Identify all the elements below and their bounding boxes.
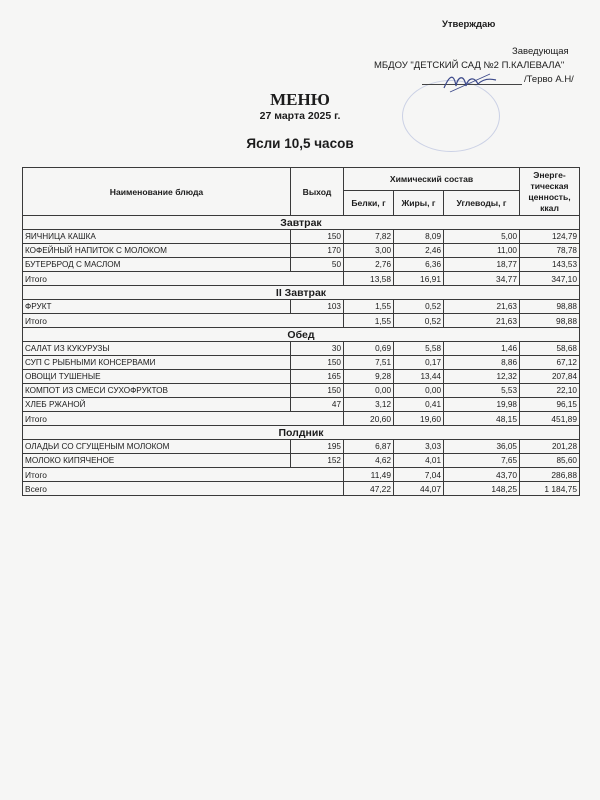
dish-proteins: 0,00 [344,384,394,398]
dish-carbs: 5,53 [444,384,520,398]
dish-energy: 143,53 [520,258,580,272]
dish-proteins: 1,55 [344,300,394,314]
dish-output: 47 [291,398,344,412]
section-header-row [23,328,580,342]
table-row [23,244,580,258]
dish-name: МОЛОКО КИПЯЧЕНОЕ [23,454,291,468]
total-energy: 347,10 [520,272,580,286]
grand-total-fats: 44,07 [394,482,444,496]
dish-name: СУП С РЫБНЫМИ КОНСЕРВАМИ [23,356,291,370]
header-dish-name: Наименование блюда [23,168,291,216]
grand-total-proteins: 47,22 [344,482,394,496]
total-fats: 7,04 [394,468,444,482]
section-header-row [23,286,580,300]
dish-energy: 85,60 [520,454,580,468]
section-header-row [23,426,580,440]
menu-body [23,216,580,496]
dish-output: 150 [291,356,344,370]
header-proteins: Белки, г [344,191,394,216]
document-title: МЕНЮ [270,90,330,109]
dish-fats: 13,44 [394,370,444,384]
dish-fats: 4,01 [394,454,444,468]
dish-carbs: 19,98 [444,398,520,412]
dish-proteins: 2,76 [344,258,394,272]
dish-output: 165 [291,370,344,384]
dish-energy: 78,78 [520,244,580,258]
total-carbs: 48,15 [444,412,520,426]
grand-total-row [23,482,580,496]
total-proteins: 1,55 [344,314,394,328]
dish-carbs: 18,77 [444,258,520,272]
header-energy: Энерге-тическая ценность, ккал [520,168,580,216]
dish-name: ЯИЧНИЦА КАШКА [23,230,291,244]
table-row [23,356,580,370]
section-total-row [23,272,580,286]
header-carbs: Углеводы, г [444,191,520,216]
table-row [23,300,580,314]
section-title: Завтрак [23,216,580,230]
dish-output: 50 [291,258,344,272]
dish-output: 150 [291,384,344,398]
group-title: Ясли 10,5 часов [246,136,354,151]
dish-proteins: 7,51 [344,356,394,370]
table-row [23,230,580,244]
dish-proteins: 6,87 [344,440,394,454]
dish-fats: 0,41 [394,398,444,412]
total-label: Итого [23,412,344,426]
dish-carbs: 36,05 [444,440,520,454]
total-carbs: 43,70 [444,468,520,482]
approver-position: Заведующая [512,46,569,57]
dish-energy: 22,10 [520,384,580,398]
dish-fats: 0,17 [394,356,444,370]
organization-name: МБДОУ "ДЕТСКИЙ САД №2 П.КАЛЕВАЛА" [374,60,565,71]
dish-name: ОЛАДЬИ СО СГУЩЕНЫМ МОЛОКОМ [23,440,291,454]
dish-proteins: 4,62 [344,454,394,468]
dish-output: 103 [291,300,344,314]
dish-name: КОМПОТ ИЗ СМЕСИ СУХОФРУКТОВ [23,384,291,398]
dish-proteins: 3,00 [344,244,394,258]
dish-energy: 98,88 [520,300,580,314]
dish-output: 30 [291,342,344,356]
dish-carbs: 21,63 [444,300,520,314]
total-label: Итого [23,272,344,286]
header-fats: Жиры, г [394,191,444,216]
total-fats: 0,52 [394,314,444,328]
total-energy: 98,88 [520,314,580,328]
total-fats: 19,60 [394,412,444,426]
dish-name: САЛАТ ИЗ КУКУРУЗЫ [23,342,291,356]
section-total-row [23,468,580,482]
total-carbs: 34,77 [444,272,520,286]
dish-energy: 124,79 [520,230,580,244]
table-row [23,398,580,412]
dish-fats: 6,36 [394,258,444,272]
dish-carbs: 12,32 [444,370,520,384]
dish-fats: 0,00 [394,384,444,398]
section-title: Обед [23,328,580,342]
dish-proteins: 0,69 [344,342,394,356]
table-row [23,440,580,454]
section-total-row [23,314,580,328]
menu-table [22,167,580,496]
grand-total-carbs: 148,25 [444,482,520,496]
table-row [23,384,580,398]
section-title: Полдник [23,426,580,440]
dish-output: 150 [291,230,344,244]
dish-carbs: 11,00 [444,244,520,258]
total-carbs: 21,63 [444,314,520,328]
total-energy: 451,89 [520,412,580,426]
section-header-row [23,216,580,230]
dish-carbs: 1,46 [444,342,520,356]
total-proteins: 20,60 [344,412,394,426]
dish-energy: 201,28 [520,440,580,454]
grand-total-label: Всего [23,482,344,496]
section-total-row [23,412,580,426]
total-label: Итого [23,314,344,328]
total-energy: 286,88 [520,468,580,482]
total-label: Итого [23,468,344,482]
total-proteins: 13,58 [344,272,394,286]
table-row [23,454,580,468]
table-row [23,370,580,384]
dish-fats: 3,03 [394,440,444,454]
total-fats: 16,91 [394,272,444,286]
section-title: II Завтрак [23,286,580,300]
dish-name: КОФЕЙНЫЙ НАПИТОК С МОЛОКОМ [23,244,291,258]
dish-fats: 5,58 [394,342,444,356]
dish-output: 195 [291,440,344,454]
dish-fats: 2,46 [394,244,444,258]
dish-energy: 96,15 [520,398,580,412]
document-date: 27 марта 2025 г. [259,110,341,122]
total-proteins: 11,49 [344,468,394,482]
dish-name: ОВОЩИ ТУШЕНЫЕ [23,370,291,384]
approve-label: Утверждаю [442,19,496,30]
dish-name: ФРУКТ [23,300,291,314]
dish-energy: 58,68 [520,342,580,356]
dish-name: БУТЕРБРОД С МАСЛОМ [23,258,291,272]
approver-name: /Терво А.Н/ [524,74,574,85]
table-row [23,342,580,356]
dish-output: 152 [291,454,344,468]
dish-carbs: 5,00 [444,230,520,244]
table-row [23,258,580,272]
dish-output: 170 [291,244,344,258]
dish-fats: 0,52 [394,300,444,314]
dish-proteins: 3,12 [344,398,394,412]
header-output: Выход [291,168,344,216]
dish-carbs: 7,65 [444,454,520,468]
dish-carbs: 8,86 [444,356,520,370]
dish-name: ХЛЕБ РЖАНОЙ [23,398,291,412]
dish-proteins: 9,28 [344,370,394,384]
grand-total-energy: 1 184,75 [520,482,580,496]
dish-proteins: 7,82 [344,230,394,244]
dish-energy: 207,84 [520,370,580,384]
dish-energy: 67,12 [520,356,580,370]
header-chemical-composition: Химический состав [344,168,520,191]
dish-fats: 8,09 [394,230,444,244]
